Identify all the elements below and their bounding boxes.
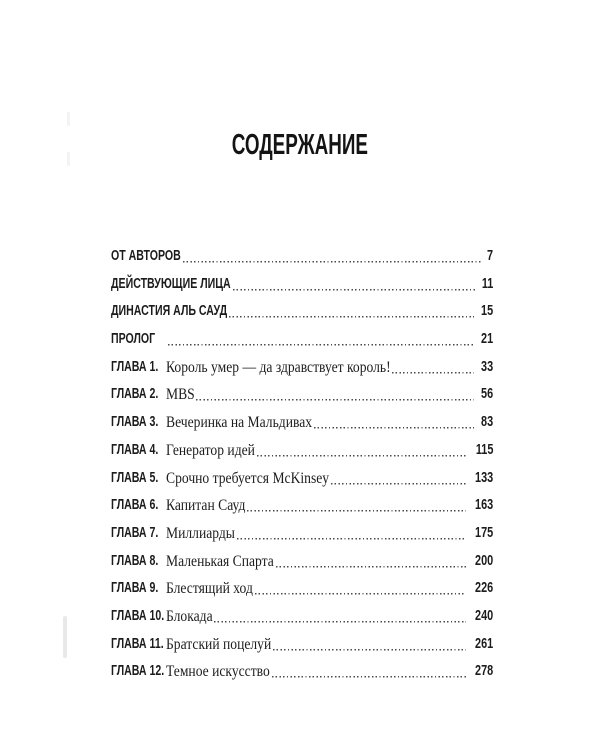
entry-page-number: 240 <box>474 607 493 624</box>
entry-label: ГЛАВА 10. <box>111 607 165 624</box>
scan-artifact <box>67 112 70 126</box>
toc-entry <box>111 302 493 321</box>
toc-entry <box>111 358 493 377</box>
entry-title: Блестящий ход <box>165 580 253 598</box>
entry-label: ГЛАВА 6. <box>111 497 159 514</box>
entry-label: ГЛАВА 8. <box>111 552 159 569</box>
toc-entry <box>111 524 493 543</box>
entry-title: Темное искусство <box>165 663 270 681</box>
entry-label: ГЛАВА 7. <box>111 524 159 541</box>
entry-page-number: 278 <box>474 663 493 680</box>
entry-label: ДЕЙСТВУЮЩИЕ ЛИЦА <box>111 275 231 292</box>
dotted-leader <box>229 302 474 321</box>
entry-page-number: 15 <box>480 303 493 320</box>
entry-page-number: 163 <box>474 497 493 514</box>
entry-title: Срочно требуется McKinsey <box>165 469 329 487</box>
toc-entry <box>111 275 493 294</box>
entry-page-number: 11 <box>481 275 493 292</box>
dotted-leader <box>196 385 473 404</box>
dotted-leader <box>247 496 466 515</box>
dotted-leader <box>272 662 466 681</box>
dotted-leader <box>392 358 473 377</box>
entry-label: ГЛАВА 3. <box>111 414 159 431</box>
entry-title: Капитан Сауд <box>165 497 246 515</box>
entry-label: ГЛАВА 12. <box>111 663 165 680</box>
toc-entry <box>111 469 493 488</box>
entry-page-number: 21 <box>480 331 493 348</box>
entry-label: ГЛАВА 4. <box>111 441 159 458</box>
dotted-leader <box>183 247 482 266</box>
page-title: СОДЕРЖАНИЕ <box>231 129 369 161</box>
dotted-leader <box>255 579 466 598</box>
page-title-wrap <box>0 129 600 161</box>
entry-label: ГЛАВА 9. <box>111 580 159 597</box>
toc-entry <box>111 385 493 404</box>
dotted-leader <box>314 413 474 432</box>
dotted-leader <box>331 469 466 488</box>
entry-page-number: 115 <box>475 441 493 458</box>
toc-entry <box>111 413 493 432</box>
entry-page-number: 133 <box>474 469 493 486</box>
entry-title: Маленькая Спарта <box>165 552 274 570</box>
entry-page-number: 56 <box>480 386 493 403</box>
dotted-leader <box>214 607 465 626</box>
entry-page-number: 226 <box>474 580 493 597</box>
toc-list <box>111 247 493 681</box>
dotted-leader <box>257 441 467 460</box>
dotted-leader <box>273 635 466 654</box>
entry-page-number: 261 <box>474 635 493 652</box>
dotted-leader <box>276 552 466 571</box>
entry-label: ГЛАВА 11. <box>111 635 164 652</box>
entry-title: Блокада <box>165 607 213 625</box>
entry-page-number: 33 <box>480 358 493 375</box>
entry-title: MBS <box>165 386 195 404</box>
entry-label: ГЛАВА 5. <box>111 469 159 486</box>
toc-entry <box>111 635 493 654</box>
entry-page-number: 175 <box>474 524 493 541</box>
entry-label: ОТ АВТОРОВ <box>111 248 181 264</box>
toc-entry <box>111 330 493 349</box>
scan-artifact <box>63 616 67 658</box>
entry-page-number: 83 <box>480 414 493 431</box>
entry-title: Король умер — да здравствует король! <box>165 358 391 376</box>
toc-entry <box>111 662 493 681</box>
entry-page-number: 200 <box>474 552 493 569</box>
toc-entry <box>111 552 493 571</box>
entry-label: ДИНАСТИЯ АЛЬ САУД <box>111 303 228 320</box>
toc-entry <box>111 579 493 598</box>
entry-label: ГЛАВА 2. <box>111 386 159 403</box>
entry-title: Вечеринка на Мальдивах <box>165 414 312 432</box>
toc-entry <box>111 496 493 515</box>
toc-entry <box>111 247 493 266</box>
dotted-leader <box>237 524 466 543</box>
dotted-leader <box>233 275 475 294</box>
entry-label: ГЛАВА 1. <box>111 358 159 375</box>
entry-title: Братский поцелуй <box>165 635 272 653</box>
entry-title: Генератор идей <box>165 441 255 459</box>
entry-page-number: 7 <box>486 248 493 264</box>
entry-label: ПРОЛОГ <box>111 331 156 348</box>
toc-entry <box>111 607 493 626</box>
dotted-leader <box>168 330 474 349</box>
toc-entry <box>111 441 493 460</box>
entry-title: Миллиарды <box>165 524 235 542</box>
